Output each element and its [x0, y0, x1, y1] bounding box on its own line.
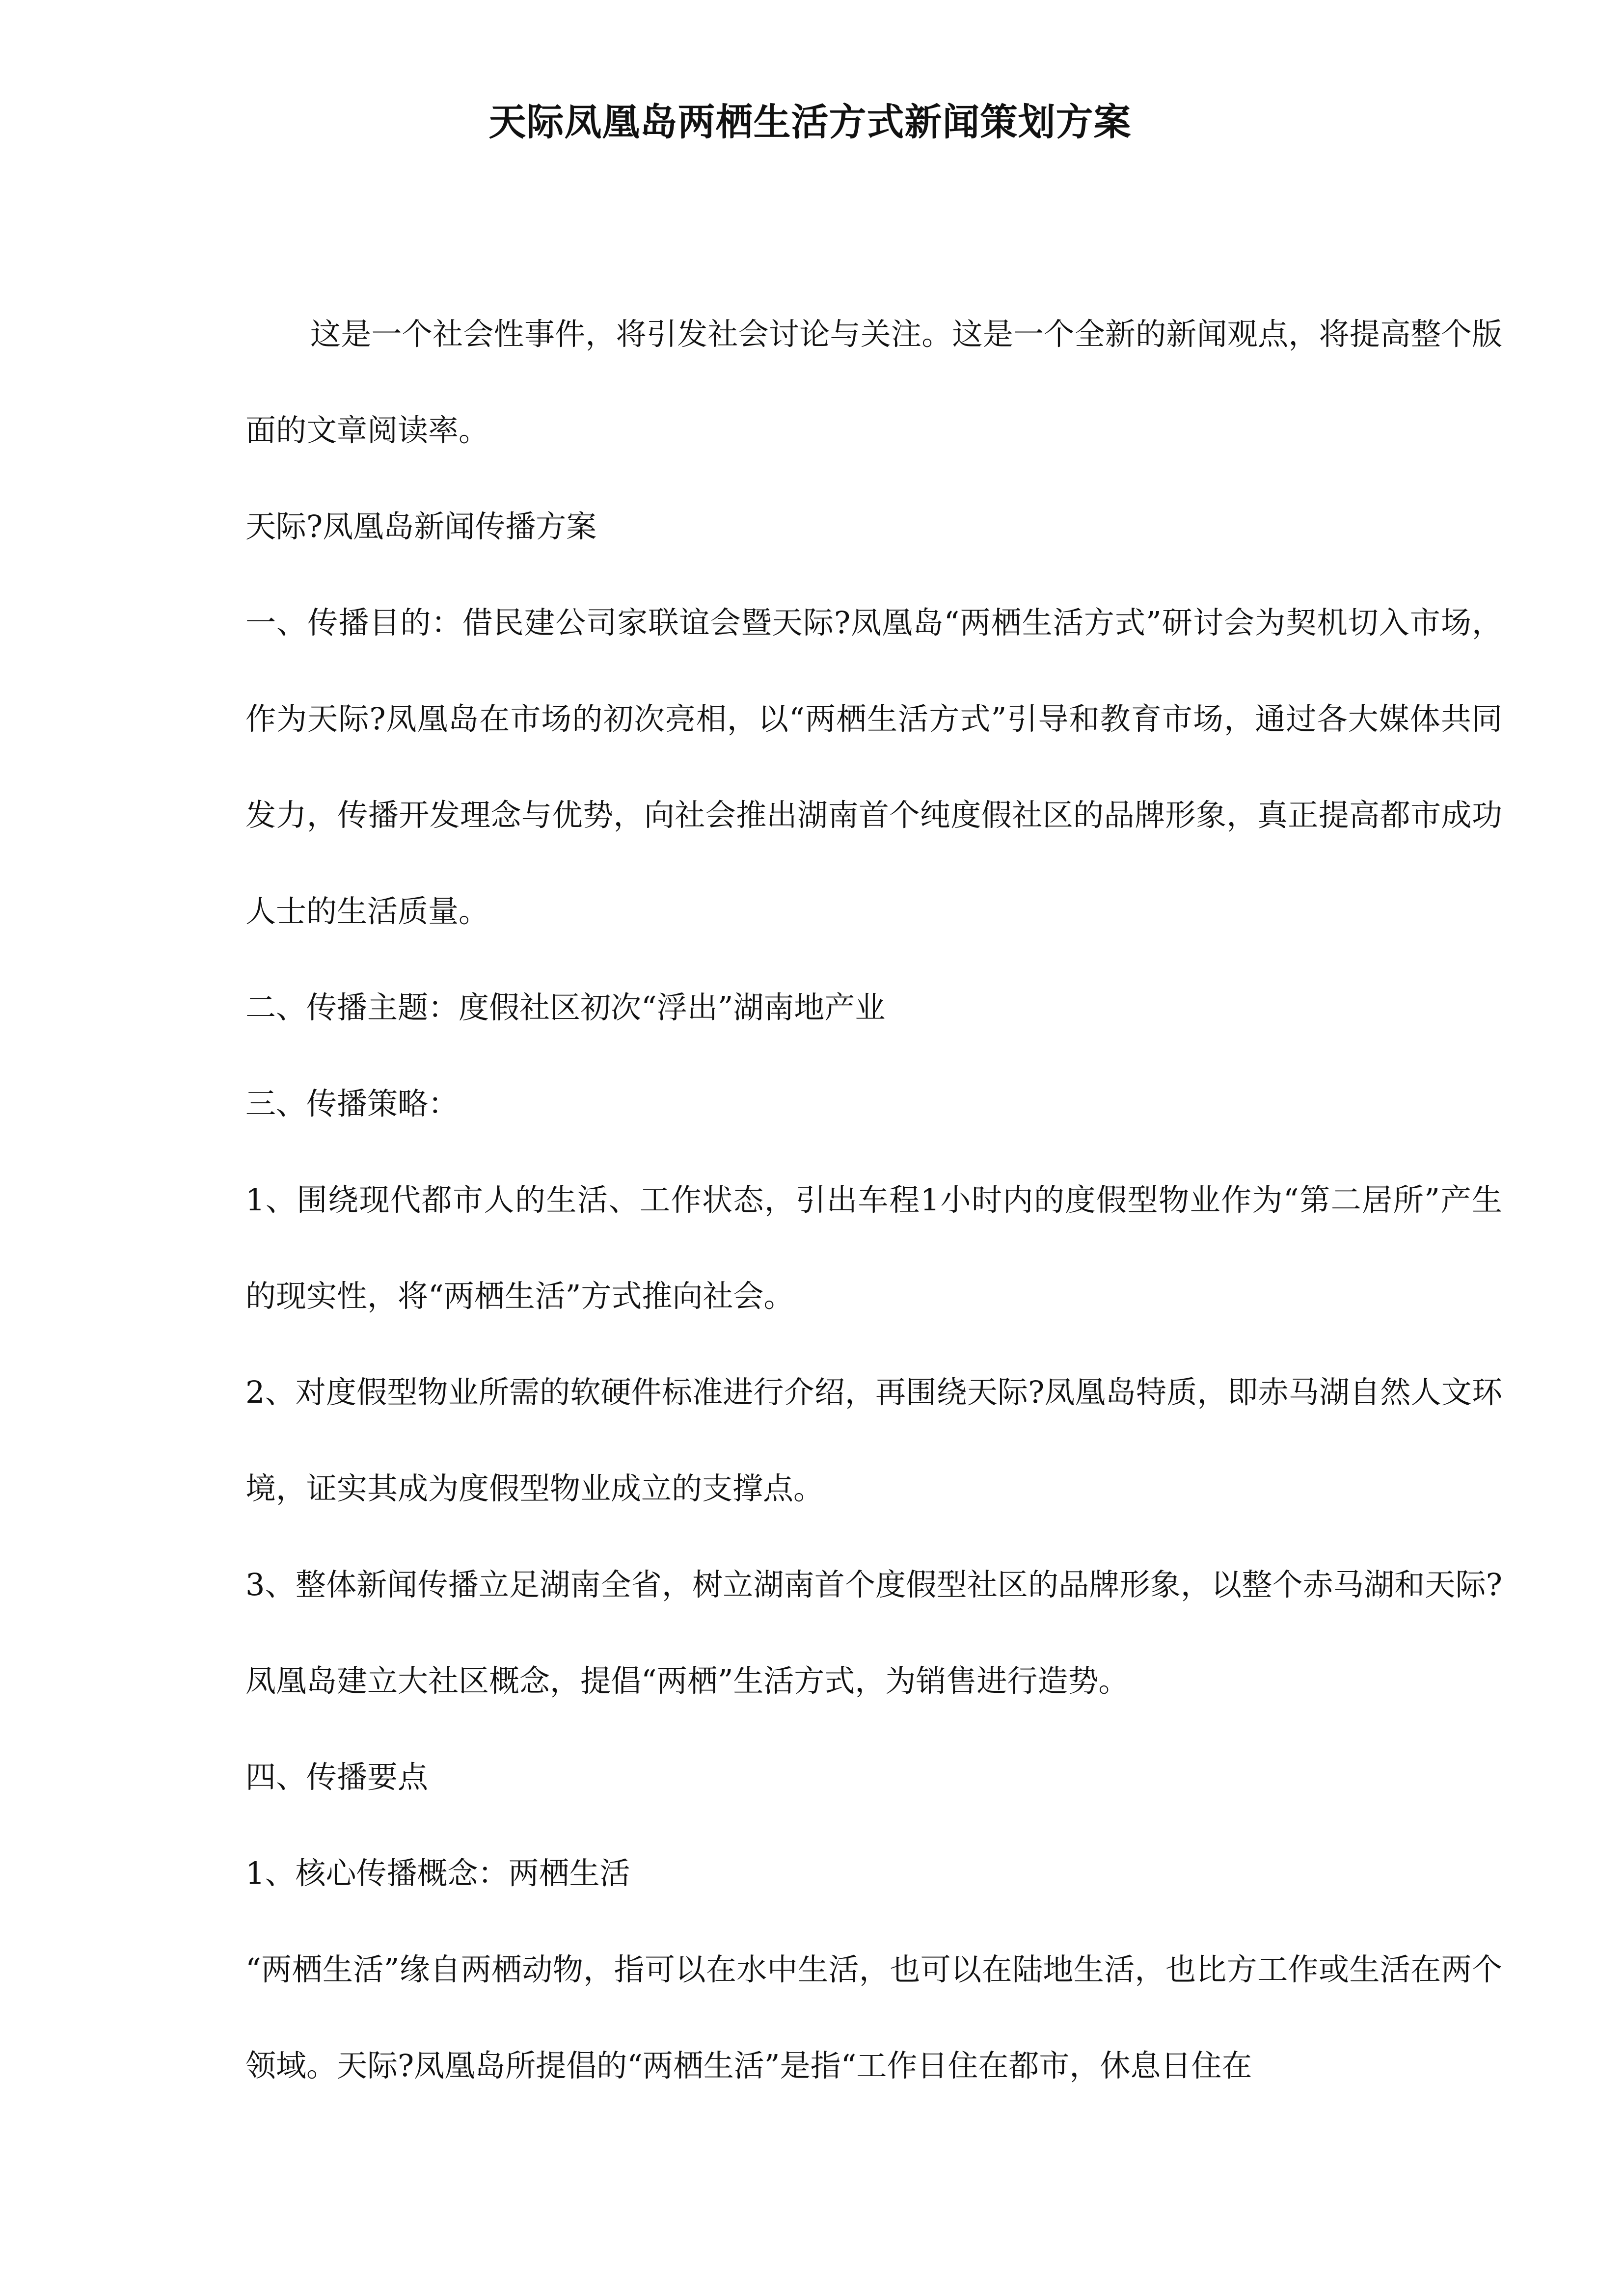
section-purpose: 一、传播目的：借民建公司家联谊会暨天际?凤凰岛“两栖生活方式”研讨会为契机切入市场，作为天际?凤凰岛在市场的初次亮相，以“两栖生活方式”引导和教育市场，通过各大媒体共同发力，传播开发理念与优势，向社会推出湖南首个纯度假社区的品牌形象，真正提高都市成功人士的生活质量。: [245, 605, 1502, 929]
section-theme: 二、传播主题：度假社区初次“浮出”湖南地产业: [245, 989, 886, 1025]
concept-paragraph: “两栖生活”缘自两栖动物，指可以在水中生活，也可以在陆地生活，也比方工作或生活在两个领域。天际?凤凰岛所提倡的“两栖生活”是指“工作日住在都市，休息日住在: [245, 1951, 1502, 2083]
strategy-item-2: 2、对度假型物业所需的软硬件标准进行介绍，再围绕天际?凤凰岛特质，即赤马湖自然人文环境，证实其成为度假型物业成立的支撑点。: [245, 1374, 1502, 1506]
section-strategy-heading: 三、传播策略：: [245, 1086, 459, 1121]
section-key-points-heading: 四、传播要点: [245, 1759, 429, 1795]
strategy-item-1: 1、围绕现代都市人的生活、工作状态，引出车程1小时内的度假型物业作为“第二居所”产生的现实性，将“两栖生活”方式推向社会。: [245, 1182, 1502, 1314]
document-body: [245, 286, 1502, 2114]
key-point-1: 1、核心传播概念：两栖生活: [245, 1855, 630, 1891]
plan-heading: 天际?凤凰岛新闻传播方案: [245, 508, 597, 544]
strategy-item-3: 3、整体新闻传播立足湖南全省，树立湖南首个度假型社区的品牌形象，以整个赤马湖和天际?凤凰岛建立大社区概念，提倡“两栖”生活方式，为销售进行造势。: [245, 1567, 1502, 1699]
document-title: 天际凤凰岛两栖生活方式新闻策划方案: [488, 100, 1132, 144]
intro-paragraph: 这是一个社会性事件，将引发社会讨论与关注。这是一个全新的新闻观点，将提高整个版面的文章阅读率。: [245, 316, 1502, 448]
